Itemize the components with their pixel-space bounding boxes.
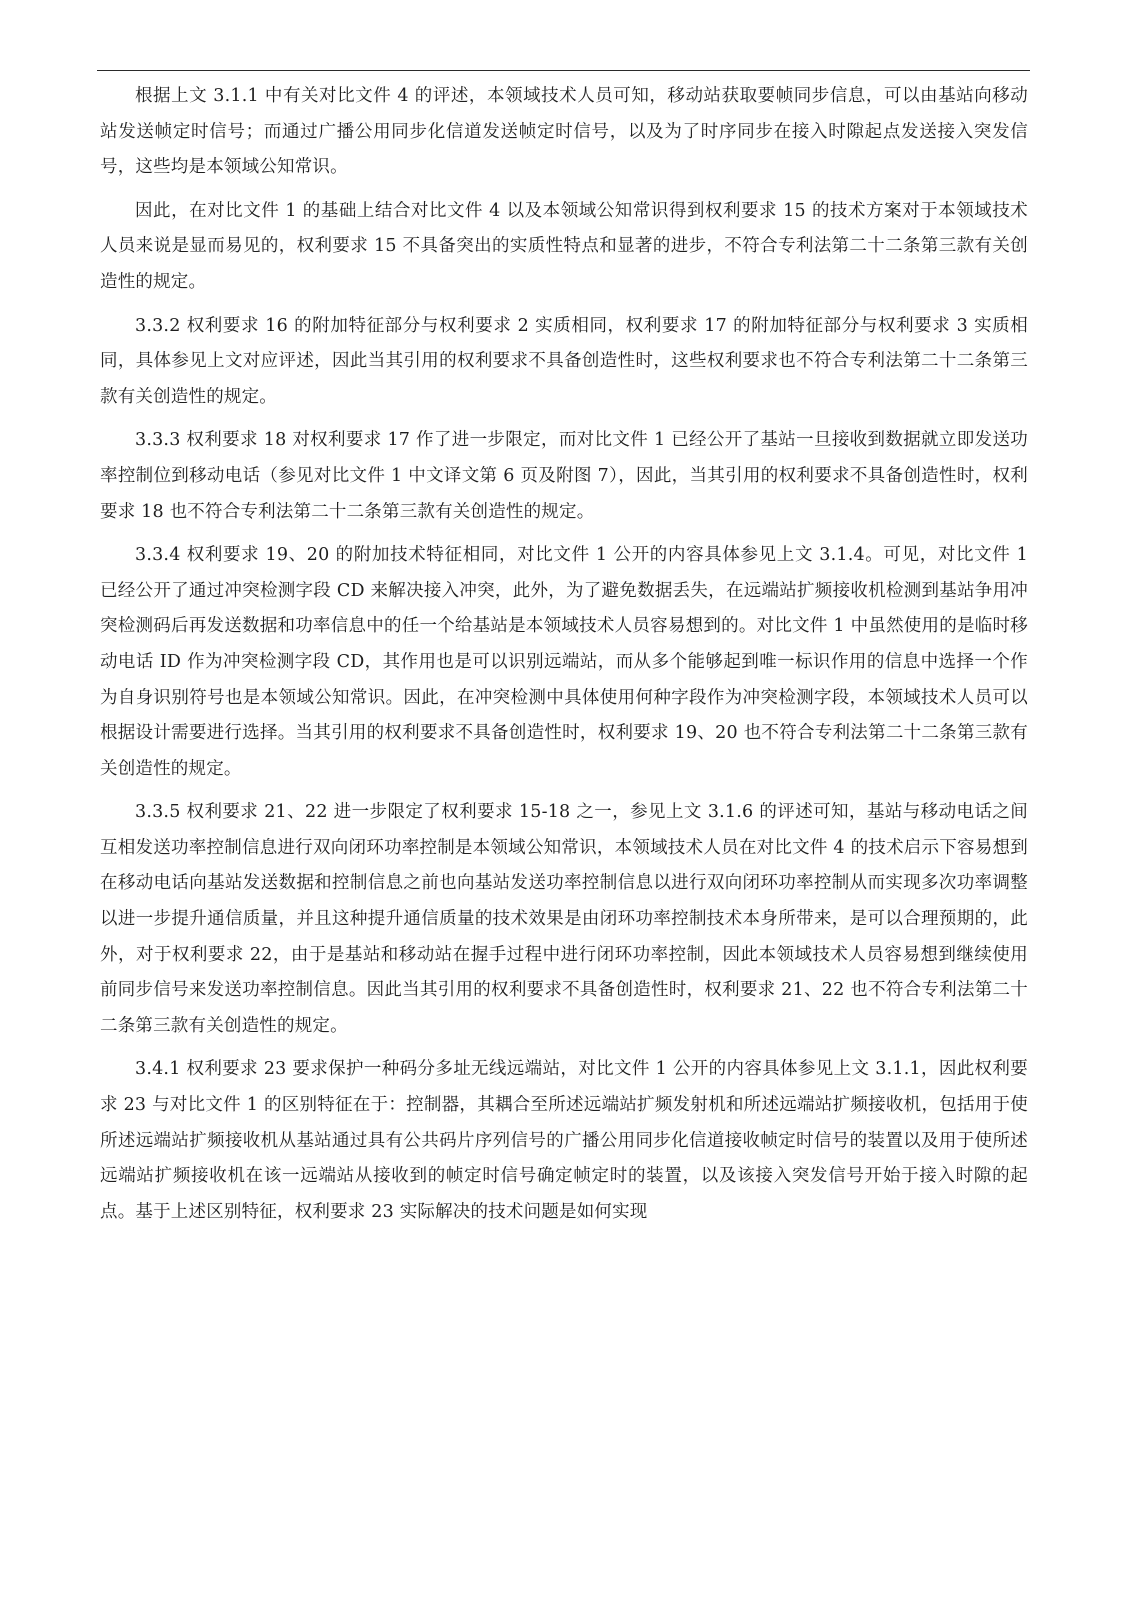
paragraph-1: 根据上文 3.1.1 中有关对比文件 4 的评述，本领域技术人员可知，移动站获取要帧同步信息，可以由基站向移动站发送帧定时信号；而通过广播公用同步化信道发送帧定时信号，以及为了时序同步在接入时隙起点发送接入突发信号，这些均是本领域公知常识。 — [100, 86, 1028, 178]
header-rule — [97, 70, 1030, 71]
document-body — [100, 79, 1028, 1238]
paragraph-4: 3.3.3 权利要求 18 对权利要求 17 作了进一步限定，而对比文件 1 已经公开了基站一旦接收到数据就立即发送功率控制位到移动电话（参见对比文件 1 中文译文第 6 页及附图 7），因此，当其引用的权利要求不具备创造性时，权利要求 18 也不符合专利法第二十二条第三款有关创造性的规定。 — [100, 430, 1028, 522]
paragraph-3: 3.3.2 权利要求 16 的附加特征部分与权利要求 2 实质相同，权利要求 17 的附加特征部分与权利要求 3 实质相同，具体参见上文对应评述，因此当其引用的权利要求不具备创造性时，这些权利要求也不符合专利法第二十二条第三款有关创造性的规定。 — [100, 315, 1028, 407]
paragraph-2: 因此，在对比文件 1 的基础上结合对比文件 4 以及本领域公知常识得到权利要求 15 的技术方案对于本领域技术人员来说是显而易见的，权利要求 15 不具备突出的实质性特点和显著的进步，不符合专利法第二十二条第三款有关创造性的规定。 — [100, 200, 1028, 292]
paragraph-7: 3.4.1 权利要求 23 要求保护一种码分多址无线远端站，对比文件 1 公开的内容具体参见上文 3.1.1，因此权利要求 23 与对比文件 1 的区别特征在于：控制器，其耦合至所述远端站扩频发射机和所述远端站扩频接收机，包括用于使所述远端站扩频接收机从基站通过具有公共码片序列信号的广播公用同步化信道接收帧定时信号的装置以及用于使所述远端站扩频接收机在该一远端站从接收到的帧定时信号确定帧定时的装置，以及该接入突发信号开始于接入时隙的起点。基于上述区别特征，权利要求 23 实际解决的技术问题是如何实现 — [100, 1059, 1028, 1222]
paragraph-5: 3.3.4 权利要求 19、20 的附加技术特征相同，对比文件 1 公开的内容具体参见上文 3.1.4。可见，对比文件 1 已经公开了通过冲突检测字段 CD 来解决接入冲突，此外，为了避免数据丢失，在远端站扩频接收机检测到基站争用冲突检测码后再发送数据和功率信息中的任一个给基站是本领域技术人员容易想到的。对比文件 1 中虽然使用的是临时移动电话 ID 作为冲突检测字段 CD，其作用也是可以识别远端站，而从多个能够起到唯一标识作用的信息中选择一个作为自身识别符号也是本领域公知常识。因此，在冲突检测中具体使用何种字段作为冲突检测字段，本领域技术人员可以根据设计需要进行选择。当其引用的权利要求不具备创造性时，权利要求 19、20 也不符合专利法第二十二条第三款有关创造性的规定。 — [100, 545, 1028, 779]
paragraph-6: 3.3.5 权利要求 21、22 进一步限定了权利要求 15-18 之一，参见上文 3.1.6 的评述可知，基站与移动电话之间互相发送功率控制信息进行双向闭环功率控制是本领域公知常识，本领域技术人员在对比文件 4 的技术启示下容易想到在移动电话向基站发送数据和控制信息之前也向基站发送功率控制信息以进行双向闭环功率控制从而实现多次功率调整以进一步提升通信质量，并且这种提升通信质量的技术效果是由闭环功率控制技术本身所带来，是可以合理预期的，此外，对于权利要求 22，由于是基站和移动站在握手过程中进行闭环功率控制，因此本领域技术人员容易想到继续使用前同步信号来发送功率控制信息。因此当其引用的权利要求不具备创造性时，权利要求 21、22 也不符合专利法第二十二条第三款有关创造性的规定。 — [100, 802, 1028, 1036]
